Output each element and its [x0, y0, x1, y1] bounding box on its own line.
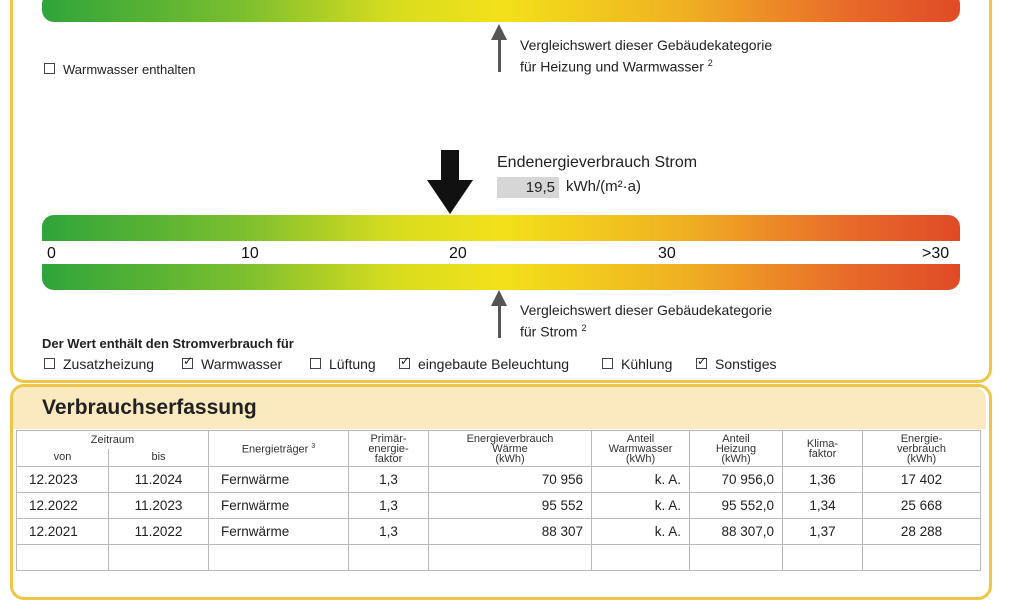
footnote-mark: 2 [581, 323, 587, 333]
cell-waerme: 88 307 [429, 519, 592, 545]
cell-bis: 11.2023 [109, 493, 209, 519]
cell-klima: 1,37 [783, 519, 863, 545]
strom-title: Endenergieverbrauch Strom [497, 154, 698, 171]
header-zeitraum: Zeitraum [17, 431, 209, 449]
table-row [17, 519, 981, 545]
reference-arrow-icon [498, 38, 501, 72]
reference-hint-strom [520, 302, 772, 340]
table-row [17, 467, 981, 493]
include-checkbox[interactable] [310, 358, 321, 369]
cell-verbrauch: 17 402 [863, 467, 981, 493]
footnote-mark: 2 [707, 58, 713, 68]
include-option [310, 356, 376, 372]
cell-traeger: Fernwärme [209, 519, 349, 545]
include-label: eingebaute Beleuchtung [418, 356, 570, 372]
cell-ww: k. A. [592, 519, 690, 545]
include-label: Zusatzheizung [63, 356, 155, 372]
header-energietraeger: Energieträger $^3$ [209, 431, 349, 467]
include-option [696, 356, 776, 372]
cell-heizung: 70 956,0 [690, 467, 783, 493]
include-option [44, 356, 154, 372]
header-anteil-heizung: Anteil Heizung (kWh) [690, 431, 783, 467]
cell-waerme: 95 552 [429, 493, 592, 519]
table-row-empty [17, 545, 981, 571]
header-anteil-warmwasser: Anteil Warmwasser (kWh) [592, 431, 690, 467]
header-primaerfaktor: Primär- energie- faktor [349, 431, 429, 467]
include-option [602, 356, 672, 372]
include-option [182, 356, 282, 372]
cell-von: 12.2023 [17, 467, 109, 493]
header-von: von [17, 449, 109, 467]
scale-label: >30 [922, 245, 950, 262]
cell-ww: k. A. [592, 493, 690, 519]
cell-faktor: 1,3 [349, 493, 429, 519]
reference-hint-line1: Vergleichswert dieser Gebäudekategorie [520, 37, 773, 53]
include-checkbox[interactable] [602, 358, 613, 369]
warmwasser-checkbox[interactable] [44, 63, 55, 74]
include-checkbox[interactable] [182, 358, 193, 369]
scale-label: 10 [241, 245, 259, 262]
reference-hint-line2: für Strom [520, 323, 578, 340]
energy-scale-bar-strom-upper [42, 215, 960, 241]
reference-hint-heating [520, 37, 772, 75]
section-title: Verbrauchserfassung [42, 396, 257, 419]
include-checkbox[interactable] [696, 358, 707, 369]
cell-heizung: 95 552,0 [690, 493, 783, 519]
include-label: Warmwasser [201, 356, 283, 372]
cell-faktor: 1,3 [349, 519, 429, 545]
strom-unit: kWh/(m²·a) [566, 178, 641, 195]
strom-includes-title: Der Wert enthält den Stromverbrauch für [42, 336, 294, 351]
scale-label: 20 [449, 245, 467, 262]
table-row [17, 493, 981, 519]
cell-von: 12.2021 [17, 519, 109, 545]
cell-traeger: Fernwärme [209, 493, 349, 519]
include-checkbox[interactable] [399, 358, 410, 369]
warmwasser-option [44, 62, 195, 77]
cell-von: 12.2022 [17, 493, 109, 519]
scale-label: 0 [47, 245, 56, 262]
energy-scale-bar-heating [42, 0, 960, 22]
cell-bis: 11.2022 [109, 519, 209, 545]
header-energieverbrauch-waerme: Energieverbrauch Wärme (kWh) [429, 431, 592, 467]
verbrauch-table [16, 430, 981, 571]
cell-klima: 1,36 [783, 467, 863, 493]
current-value-arrow-icon [427, 150, 473, 214]
include-label: Sonstiges [715, 356, 777, 372]
include-label: Lüftung [329, 356, 376, 372]
cell-traeger: Fernwärme [209, 467, 349, 493]
reference-hint-line1: Vergleichswert dieser Gebäudekategorie [520, 302, 773, 318]
warmwasser-label: Warmwasser enthalten [63, 62, 196, 77]
cell-faktor: 1,3 [349, 467, 429, 493]
cell-waerme: 70 956 [429, 467, 592, 493]
cell-verbrauch: 28 288 [863, 519, 981, 545]
cell-ww: k. A. [592, 467, 690, 493]
cell-heizung: 88 307,0 [690, 519, 783, 545]
cell-klima: 1,34 [783, 493, 863, 519]
energy-scale-bar-strom-lower [42, 264, 960, 290]
header-bis: bis [109, 449, 209, 467]
scale-label: 30 [658, 245, 676, 262]
strom-value-box: 19,5 [497, 177, 559, 198]
include-checkbox[interactable] [44, 358, 55, 369]
cell-verbrauch: 25 668 [863, 493, 981, 519]
include-option [399, 356, 569, 372]
include-label: Kühlung [621, 356, 673, 372]
reference-arrow-icon [498, 304, 501, 338]
cell-bis: 11.2024 [109, 467, 209, 493]
reference-hint-line2: für Heizung und Warmwasser [520, 58, 704, 75]
header-klimafaktor: Klima- faktor [783, 431, 863, 467]
header-energieverbrauch: Energie- verbrauch (kWh) [863, 431, 981, 467]
